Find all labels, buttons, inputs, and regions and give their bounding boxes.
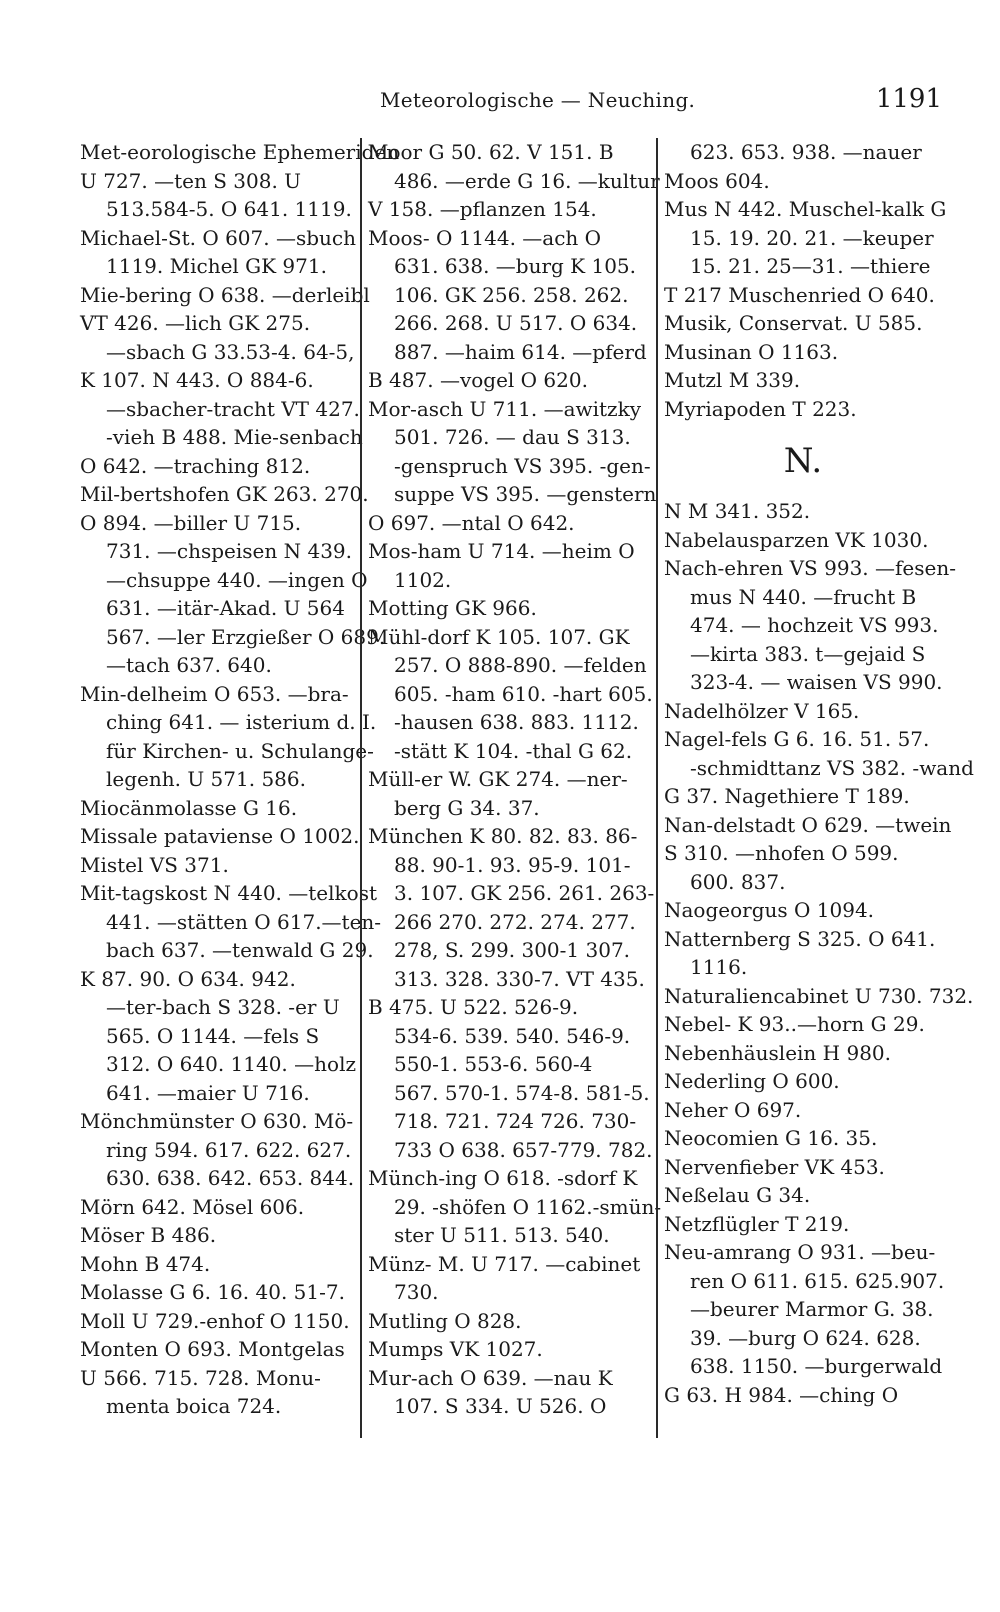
index-line: Netzflügler T 219. — [664, 1211, 850, 1236]
index-line: Mörn 642. Mösel 606. — [80, 1194, 305, 1219]
index-line: 1119. Michel GK 971. — [106, 254, 327, 278]
index-line: 3. 107. GK 256. 261. 263- — [394, 881, 655, 905]
index-line: 312. O 640. 1140. —holz — [106, 1052, 356, 1076]
index-line: O 894. —biller U 715. — [80, 510, 302, 535]
index-line: —tach 637. 640. — [106, 653, 272, 677]
index-line: 887. —haim 614. —pferd — [394, 339, 647, 364]
index-line: 631. —itär-Akad. U 564 — [106, 596, 345, 620]
index-line: 29. -shöfen O 1162.-smün- — [394, 1194, 662, 1219]
index-line: 623. 653. 938. —nauer — [690, 140, 922, 164]
index-line: Musik, Conservat. U 585. — [664, 311, 923, 335]
index-line: Naturaliencabinet U 730. 732. — [664, 983, 974, 1008]
index-line: Neher O 697. — [664, 1097, 802, 1122]
index-line: Min-delheim O 653. —bra- — [80, 681, 349, 706]
index-line: T 217 Muschenried O 640. — [664, 282, 935, 307]
index-line: Michael-St. O 607. —sbuch — [80, 225, 356, 250]
index-line: Natternberg S 325. O 641. — [664, 926, 936, 951]
index-line: Mor-asch U 711. —awitzky — [368, 396, 641, 421]
index-line: Moos 604. — [664, 168, 770, 193]
index-line: Molasse G 6. 16. 40. 51-7. — [80, 1280, 345, 1304]
index-line: Missale pataviense O 1002. — [80, 824, 360, 848]
index-line: 323-4. — waisen VS 990. — [690, 670, 943, 694]
index-line: Naogeorgus O 1094. — [664, 898, 875, 922]
index-line: Neßelau G 34. — [664, 1183, 811, 1207]
index-line: 106. GK 256. 258. 262. — [394, 282, 629, 307]
index-line: 718. 721. 724 726. 730- — [394, 1109, 637, 1133]
index-line: -genspruch VS 395. -gen- — [394, 453, 651, 478]
index-line: Myriapoden T 223. — [664, 396, 857, 421]
index-line: —kirta 383. t—gejaid S — [690, 641, 926, 666]
index-line: Nagel-fels G 6. 16. 51. 57. — [664, 727, 930, 751]
index-line: 731. —chspeisen N 439. — [106, 539, 352, 563]
index-line: 550-1. 553-6. 560-4 — [394, 1052, 593, 1076]
index-line: suppe VS 395. —genstern — [394, 482, 657, 506]
index-line: Mumps VK 1027. — [368, 1337, 543, 1361]
page-number: 1191 — [875, 84, 942, 114]
index-line: S 310. —nhofen O 599. — [664, 841, 899, 865]
index-line: Münz- M. U 717. —cabinet — [368, 1251, 641, 1276]
index-line: München K 80. 82. 83. 86- — [368, 824, 638, 848]
index-line: 278, S. 299. 300-1 307. — [394, 938, 631, 962]
index-line: 534-6. 539. 540. 546-9. — [394, 1023, 631, 1048]
column-divider — [360, 138, 362, 1438]
index-line: Müll-er W. GK 274. —ner- — [368, 767, 628, 791]
index-line: ring 594. 617. 622. 627. — [106, 1137, 352, 1162]
index-line: Neocomien G 16. 35. — [664, 1126, 878, 1150]
index-line: U 727. —ten S 308. U — [80, 168, 302, 193]
index-line: Musinan O 1163. — [664, 339, 839, 364]
index-line: -stätt K 104. -thal G 62. — [394, 738, 633, 763]
index-line: berg G 34. 37. — [394, 795, 540, 820]
index-line: Mus N 442. Muschel-kalk G — [664, 197, 947, 221]
index-line: Neu-amrang O 931. —beu- — [664, 1240, 936, 1264]
index-line: 733 O 638. 657-779. 782. — [394, 1137, 653, 1162]
index-line: Nadelhölzer V 165. — [664, 698, 860, 723]
index-line: Nervenfieber VK 453. — [664, 1154, 885, 1179]
column-divider — [656, 138, 658, 1438]
index-line: 605. -ham 610. -hart 605. — [394, 681, 653, 706]
index-line: 567. —ler Erzgießer O 689. — [106, 624, 386, 649]
index-line: G 37. Nagethiere T 189. — [664, 784, 910, 808]
index-line: 638. 1150. —burgerwald — [690, 1354, 943, 1378]
index-line: —sbacher-tracht VT 427. — [106, 396, 360, 421]
index-line: ren O 611. 615. 625.907. — [690, 1268, 945, 1293]
index-line: ching 641. — isterium d. I. — [106, 710, 377, 734]
index-line: —sbach G 33.53-4. 64-5, — [106, 339, 355, 364]
index-line: 107. S 334. U 526. O — [394, 1394, 607, 1418]
index-line: Mie-bering O 638. —derleibl — [80, 282, 370, 307]
index-columns — [80, 138, 974, 1468]
index-line: 474. — hochzeit VS 993. — [690, 613, 939, 637]
index-line: B 475. U 522. 526-9. — [368, 995, 579, 1019]
index-line: mus N 440. —frucht B — [690, 584, 917, 609]
index-line: Met-eorologische Ephemeriden — [80, 140, 400, 164]
index-line: Miocänmolasse G 16. — [80, 795, 298, 820]
page-header — [80, 84, 942, 124]
index-line: Mohn B 474. — [80, 1251, 211, 1276]
index-line: Mönchmünster O 630. Mö- — [80, 1109, 354, 1133]
index-line: 565. O 1144. —fels S — [106, 1023, 320, 1048]
index-line: 88. 90-1. 93. 95-9. 101- — [394, 852, 631, 877]
index-line: -vieh B 488. Mie-senbach — [106, 425, 363, 449]
index-line: Mos-ham U 714. —heim O — [368, 539, 635, 563]
index-line: Nabelausparzen VK 1030. — [664, 527, 929, 552]
index-line: Moor G 50. 62. V 151. B — [368, 140, 614, 164]
running-head: Meteorologische — Neuching. — [380, 88, 696, 112]
index-line: B 487. —vogel O 620. — [368, 368, 588, 392]
index-line: für Kirchen- u. Schulange- — [106, 738, 374, 763]
index-line: 513.584-5. O 641. 1119. — [106, 197, 352, 221]
index-line: —chsuppe 440. —ingen O — [106, 567, 368, 592]
index-line: K 87. 90. O 634. 942. — [80, 966, 296, 991]
index-line: Nebel- K 93..—horn G 29. — [664, 1012, 925, 1036]
index-line: 600. 837. — [690, 869, 786, 894]
index-line: Möser B 486. — [80, 1223, 217, 1247]
index-line: 486. —erde G 16. —kultur — [394, 168, 660, 193]
index-line: N M 341. 352. — [664, 499, 811, 523]
index-line: Monten O 693. Montgelas — [80, 1337, 345, 1361]
index-line: 15. 21. 25—31. —thiere — [690, 254, 931, 278]
index-line: Nach-ehren VS 993. —fesen- — [664, 556, 956, 580]
index-line: Mühl-dorf K 105. 107. GK — [368, 624, 630, 649]
index-line: legenh. U 571. 586. — [106, 767, 306, 791]
index-line: 567. 570-1. 574-8. 581-5. — [394, 1080, 650, 1105]
index-line: 15. 19. 20. 21. —keuper — [690, 225, 934, 250]
index-line: Mur-ach O 639. —nau K — [368, 1365, 613, 1390]
index-column-1 — [80, 138, 400, 1448]
index-line: 39. —burg O 624. 628. — [690, 1325, 921, 1350]
index-line: Mit-tagskost N 440. —telkost — [80, 881, 377, 905]
index-column-3 — [664, 138, 974, 1448]
index-column-2 — [368, 138, 662, 1448]
index-line: —ter-bach S 328. -er U — [106, 995, 340, 1019]
index-line: O 642. —traching 812. — [80, 453, 311, 478]
index-line: U 566. 715. 728. Monu- — [80, 1365, 321, 1390]
index-line: 313. 328. 330-7. VT 435. — [394, 966, 645, 991]
index-line: Nan-delstadt O 629. —twein — [664, 812, 952, 837]
index-line: Mil-bertshofen GK 263. 270. — [80, 482, 369, 506]
index-line: Moos- O 1144. —ach O — [368, 225, 602, 250]
index-line: Münch-ing O 618. -sdorf K — [368, 1166, 638, 1190]
index-line: ster U 511. 513. 540. — [394, 1223, 610, 1247]
index-line: 630. 638. 642. 653. 844. — [106, 1166, 355, 1190]
index-line: 266. 268. U 517. O 634. — [394, 311, 638, 335]
index-line: Motting GK 966. — [368, 596, 537, 620]
index-line: 501. 726. — dau S 313. — [394, 425, 631, 449]
index-line: 257. O 888-890. —felden — [394, 653, 647, 677]
index-line: Nederling O 600. — [664, 1069, 840, 1093]
index-line: bach 637. —tenwald G 29. — [106, 938, 374, 962]
index-line: VT 426. —lich GK 275. — [80, 311, 311, 335]
index-line: -schmidttanz VS 382. -wand — [690, 755, 974, 780]
index-line: 1102. — [394, 567, 452, 592]
index-line: 1116. — [690, 955, 748, 979]
index-line: 631. 638. —burg K 105. — [394, 254, 637, 278]
index-line: 730. — [394, 1280, 439, 1304]
index-line: K 107. N 443. O 884-6. — [80, 368, 314, 392]
index-line: G 63. H 984. —ching O — [664, 1382, 899, 1407]
index-line: 441. —stätten O 617.—ten- — [106, 909, 382, 934]
index-line: 641. —maier U 716. — [106, 1080, 310, 1105]
index-line: 266 270. 272. 274. 277. — [394, 909, 636, 934]
index-line: Mutzl M 339. — [664, 368, 801, 392]
index-line: V 158. —pflanzen 154. — [368, 197, 597, 221]
section-letter: N. — [783, 441, 823, 481]
index-line: Mutling O 828. — [368, 1308, 522, 1333]
index-line: O 697. —ntal O 642. — [368, 510, 575, 535]
index-line: Mistel VS 371. — [80, 852, 229, 877]
index-line: menta boica 724. — [106, 1394, 282, 1418]
index-line: Nebenhäuslein H 980. — [664, 1040, 892, 1065]
index-line: -hausen 638. 883. 1112. — [394, 710, 639, 734]
index-line: —beurer Marmor G. 38. — [690, 1297, 934, 1321]
index-line: Moll U 729.-enhof O 1150. — [80, 1308, 350, 1333]
